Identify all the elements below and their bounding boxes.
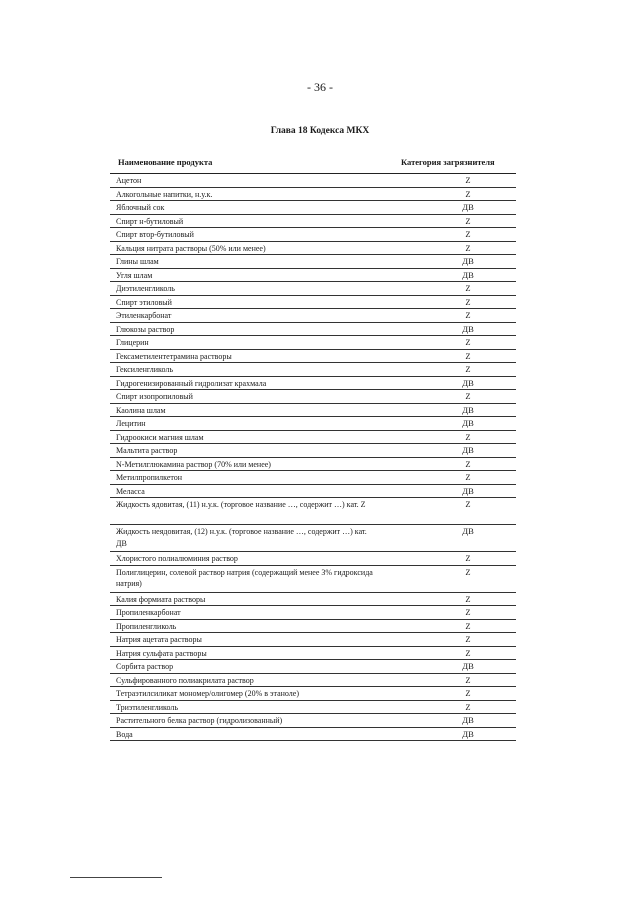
product-name-cell: Кальция нитрата растворы (50% или менее): [116, 243, 266, 253]
product-name-cell: Спирт изопропиловый: [116, 392, 193, 401]
category-cell: ДВ: [462, 485, 474, 496]
table-row: [110, 498, 516, 525]
header-pollutant-category: Категория загрязнителя: [401, 157, 495, 167]
table-row: [110, 660, 516, 674]
category-cell: Z: [465, 620, 471, 631]
table-row: [110, 377, 516, 391]
category-cell: Z: [465, 607, 471, 617]
product-name-cell: N-Метилглюкамина раствор (70% или менее): [116, 459, 271, 469]
product-name-cell: Гидрогенизированный гидролизат крахмала: [116, 378, 267, 388]
table-row: [110, 458, 516, 472]
product-name-cell: Вода: [116, 729, 133, 739]
category-cell: Z: [465, 175, 471, 185]
product-name-cell: Ацетон: [116, 176, 142, 185]
product-name-cell: Глюкозы раствор: [116, 324, 175, 334]
category-cell: Z: [465, 296, 471, 307]
category-cell: Z: [465, 553, 471, 563]
product-table: [110, 173, 516, 741]
category-cell: Z: [465, 310, 471, 320]
table-row: [110, 714, 516, 728]
product-name-cell: Меласса: [116, 486, 145, 496]
category-cell: ДВ: [462, 256, 474, 266]
table-row: [110, 404, 516, 418]
category-cell: ДВ: [462, 202, 474, 212]
product-name-cell: Сульфированного полиакрилата раствор: [116, 675, 254, 685]
table-row: [110, 728, 516, 742]
table-row: [110, 390, 516, 404]
table-row: [110, 633, 516, 647]
category-cell: Z: [465, 499, 471, 509]
product-name-cell: Триэтиленгликоль: [116, 702, 179, 712]
category-cell: ДВ: [462, 445, 474, 455]
product-name-cell: Спирт втор-бутиловый: [116, 230, 194, 239]
product-name-cell: Алкогольные напитки, н.у.к.: [116, 189, 213, 199]
category-cell: Z: [465, 364, 471, 374]
category-cell: ДВ: [462, 418, 474, 428]
product-name-cell: Метилпропилкетон: [116, 473, 183, 482]
page-number: - 36 -: [307, 80, 333, 94]
product-name-cell: Глицерин: [116, 338, 149, 347]
product-name-cell: Спирт н-бутиловый: [116, 216, 184, 226]
product-name-cell: Гексиленгликоль: [116, 365, 174, 374]
table-row: [110, 606, 516, 620]
product-name-cell: Натрия ацетата растворы: [116, 635, 202, 644]
product-name-cell: Жидкость неядовитая, (12) н.у.к. (торговое название …, содержит …) кат. ДВ: [116, 527, 367, 548]
category-cell: Z: [465, 647, 471, 658]
product-name-cell: Натрия сульфата растворы: [116, 648, 207, 658]
category-cell: ДВ: [462, 404, 474, 415]
table-row: [110, 471, 516, 485]
product-name-cell: Хлористого полиалюминия раствор: [116, 554, 238, 563]
table-row: [110, 350, 516, 364]
table-row: [110, 431, 516, 445]
product-name-cell: Тетраэтилсиликат мономер/олигомер (20% в этаноле): [116, 689, 299, 698]
table-row: [110, 282, 516, 296]
product-name-cell: Гидроокиси магния шлам: [116, 432, 204, 442]
category-cell: ДВ: [462, 715, 474, 725]
category-cell: Z: [465, 391, 471, 401]
product-name-cell: Жидкость ядовитая, (11) н.у.к. (торговое название …, содержит …) кат. Z: [116, 500, 366, 509]
table-row: [110, 201, 516, 215]
product-name-cell: Спирт этиловый: [116, 297, 172, 307]
product-name-cell: Глины шлам: [116, 257, 159, 266]
table-row: [110, 620, 516, 634]
category-cell: Z: [465, 634, 471, 644]
table-row: [110, 485, 516, 499]
table-row: [110, 363, 516, 377]
product-name-cell: Угля шлам: [116, 270, 153, 280]
category-cell: Z: [465, 593, 471, 604]
table-row: [110, 444, 516, 458]
product-name-cell: Лецитин: [116, 419, 146, 428]
footnote-rule: [70, 877, 162, 878]
table-row: [110, 593, 516, 607]
table-row: [110, 215, 516, 229]
document-title: Глава 18 Кодекса МКХ: [270, 126, 370, 136]
category-cell: ДВ: [462, 269, 474, 280]
table-row: [110, 687, 516, 701]
category-cell: Z: [465, 701, 471, 712]
category-cell: Z: [465, 674, 471, 685]
table-row: [110, 309, 516, 323]
table-row: [110, 525, 516, 552]
category-cell: Z: [465, 242, 471, 253]
product-name-cell: Гексаметилентетрамина растворы: [116, 351, 232, 361]
category-cell: Z: [465, 566, 471, 577]
category-cell: ДВ: [462, 661, 474, 671]
table-row: [110, 296, 516, 310]
product-name-cell: Растительного белка раствор (гидролизованный): [116, 716, 283, 725]
product-name-cell: Пропиленгликоль: [116, 621, 177, 631]
product-name-cell: Яблочный сок: [116, 203, 165, 212]
header-product-name: Наименование продукта: [118, 157, 213, 167]
table-row: [110, 242, 516, 256]
table-row: [110, 647, 516, 661]
product-name-cell: Сорбита раствор: [116, 662, 174, 671]
category-cell: Z: [465, 458, 471, 469]
category-cell: Z: [465, 229, 471, 239]
table-row: [110, 269, 516, 283]
table-row: [110, 566, 516, 593]
category-cell: ДВ: [462, 377, 474, 388]
category-cell: Z: [465, 188, 471, 199]
category-cell: Z: [465, 350, 471, 361]
table-row: [110, 188, 516, 202]
category-cell: Z: [465, 337, 471, 347]
table-row: [110, 552, 516, 566]
table-row: [110, 701, 516, 715]
product-name-cell: Этиленкарбонат: [116, 311, 172, 320]
category-cell: Z: [465, 688, 471, 698]
category-cell: ДВ: [462, 323, 474, 334]
category-cell: ДВ: [462, 526, 474, 536]
table-row: [110, 174, 516, 188]
product-name-cell: Диэтиленгликоль: [116, 284, 175, 293]
category-cell: Z: [465, 215, 471, 226]
table-row: [110, 228, 516, 242]
category-cell: ДВ: [462, 728, 474, 739]
category-cell: Z: [465, 283, 471, 293]
category-cell: Z: [465, 472, 471, 482]
table-row: [110, 323, 516, 337]
product-name-cell: Полиглицерин, солевой раствор натрия (содержащий менее 3% гидроксида натрия): [116, 567, 373, 588]
product-name-cell: Каолина шлам: [116, 405, 166, 415]
table-row: [110, 417, 516, 431]
product-name-cell: Калия формиата растворы: [116, 594, 206, 604]
table-row: [110, 674, 516, 688]
product-name-cell: Пропиленкарбонат: [116, 608, 181, 617]
table-row: [110, 336, 516, 350]
category-cell: Z: [465, 431, 471, 442]
product-name-cell: Мальтита раствор: [116, 446, 178, 455]
table-row: [110, 255, 516, 269]
